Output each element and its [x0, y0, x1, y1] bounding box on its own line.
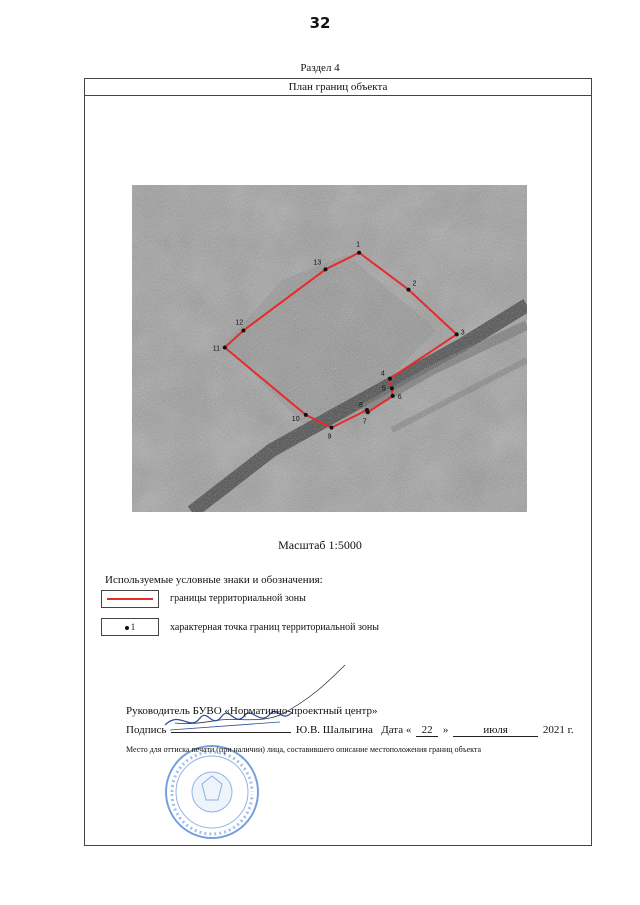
boundary-point-9 [330, 426, 334, 430]
boundary-point-label-1: 1 [356, 241, 361, 249]
scale-text: Масштаб 1:5000 [278, 538, 362, 552]
point-dot-icon [125, 626, 129, 630]
legend-point-text: характерная точка границ территориальной зоны [170, 622, 379, 633]
boundary-point-label-7: 7 [362, 418, 367, 426]
boundary-point-label-10: 10 [291, 415, 300, 423]
signature-head-line: Руководитель БУВО «Нормативно-проектный центр» [126, 705, 378, 717]
boundary-point-label-4: 4 [380, 370, 385, 378]
aerial-map [132, 185, 527, 512]
boundary-point-label-3: 3 [460, 329, 465, 337]
legend-boundary-text: границы территориальной зоны [170, 593, 306, 604]
boundary-point-2 [407, 288, 411, 292]
legend-point-label: 1 [130, 622, 136, 632]
boundary-point-11 [223, 346, 227, 350]
boundary-point-label-6: 6 [397, 393, 402, 401]
boundary-point-13 [324, 267, 328, 271]
official-stamp [152, 742, 272, 847]
map-svg [132, 185, 527, 512]
date-year: 2021 г. [542, 724, 574, 736]
boundary-point-3 [455, 332, 459, 336]
section-label: Раздел 4 [300, 62, 340, 74]
legend-boundary-symbol [101, 590, 159, 608]
date-label: Дата « [381, 724, 412, 736]
boundary-point-1 [357, 251, 361, 255]
boundary-point-8 [365, 408, 369, 412]
boundary-point-label-2: 2 [412, 280, 417, 288]
page-number: 32 [309, 14, 331, 32]
sign-underline [171, 732, 291, 733]
signer-name: Ю.В. Шалыгина [295, 724, 373, 736]
date-day: 22 [416, 724, 438, 737]
boundary-point-5 [390, 386, 394, 390]
signature-sign-row [126, 724, 574, 737]
boundary-point-12 [241, 329, 245, 333]
map-grain [132, 185, 527, 512]
boundary-point-label-9: 9 [327, 433, 332, 441]
boundary-point-label-8: 8 [359, 402, 363, 409]
boundary-point-6 [391, 394, 395, 398]
sign-label: Подпись [126, 724, 167, 736]
boundary-point-10 [304, 413, 308, 417]
legend-point-symbol [101, 618, 159, 636]
boundary-point-4 [388, 377, 392, 381]
legend-point-marker [102, 621, 158, 633]
plan-title: План границ объекта [85, 79, 591, 96]
legend-title: Используемые условные знаки и обозначения: [105, 574, 323, 586]
date-close-quote: » [442, 724, 449, 736]
stamp-note: Место для оттиска печати (при наличии) лица, составившего описание местоположения границ объекта [126, 745, 482, 754]
boundary-point-label-13: 13 [313, 259, 322, 267]
legend-red-line [107, 598, 153, 600]
date-month: июля [453, 724, 538, 737]
boundary-point-label-11: 11 [212, 345, 221, 353]
boundary-point-label-12: 12 [235, 319, 244, 327]
boundary-point-label-5: 5 [381, 385, 386, 393]
